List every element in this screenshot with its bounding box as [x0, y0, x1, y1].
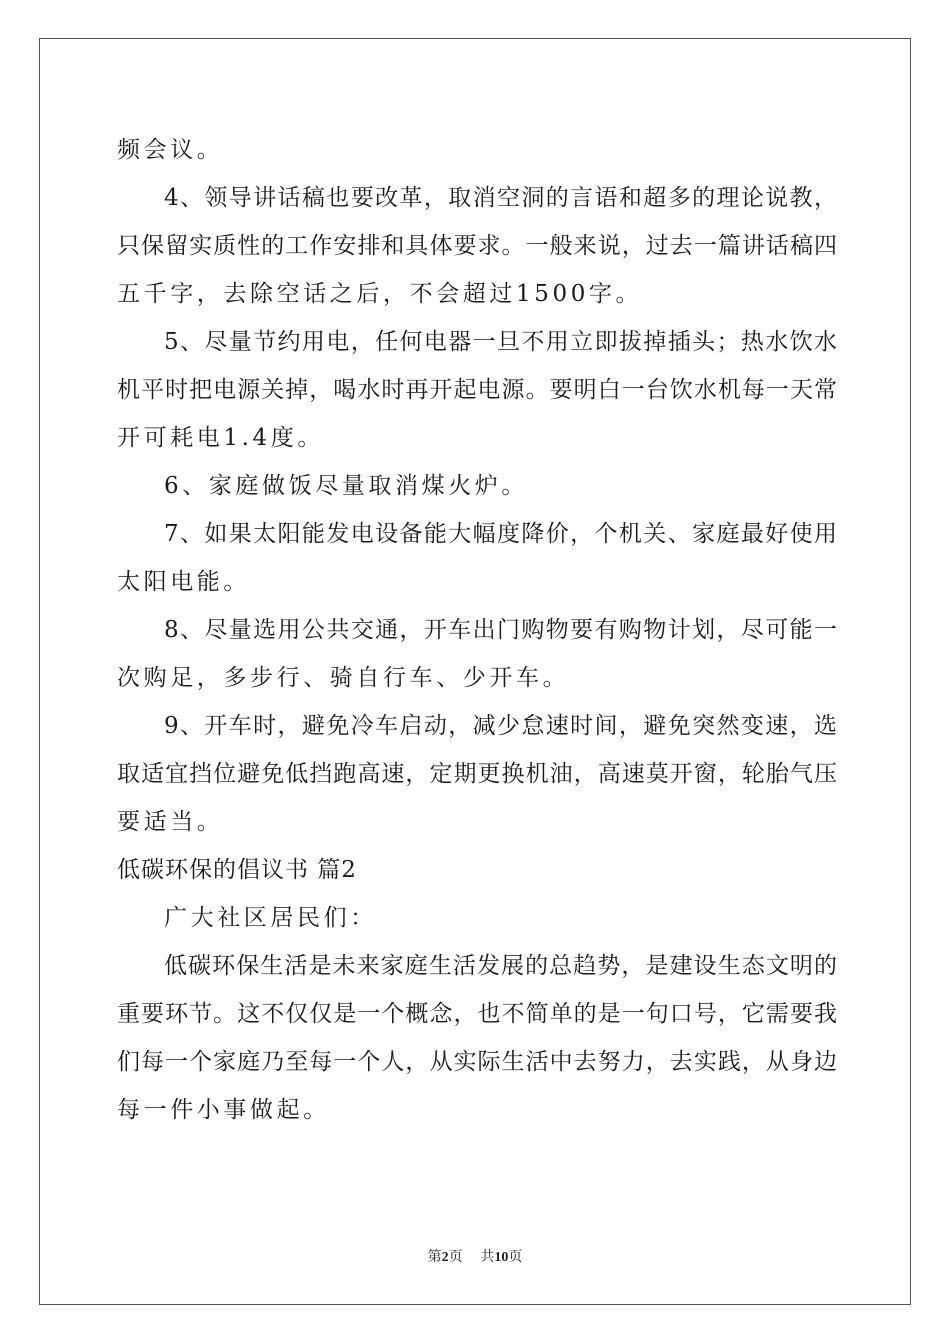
paragraph-line: 次购足，多步行、骑自行车、少开车。 — [117, 665, 570, 691]
paragraph-line: 每一件小事做起。 — [117, 1097, 330, 1123]
section-heading: 低碳环保的倡议书 篇2 — [117, 857, 357, 883]
paragraph-line: 要适当。 — [117, 809, 224, 835]
paragraph-line: 重要环节。这不仅仅是一个概念，也不简单的是一句口号，它需要我 — [117, 1001, 837, 1027]
page-footer — [0, 1246, 950, 1266]
footer-suffix: 页 — [508, 1249, 523, 1265]
salutation: 广大社区居民们： — [164, 905, 377, 931]
paragraph-line: 们每一个家庭乃至每一个人，从实际生活中去努力，去实践，从身边 — [117, 1049, 837, 1075]
paragraph-line: 取适宜挡位避免低挡跑高速，定期更换机油，高速莫开窗，轮胎气压 — [117, 761, 837, 787]
paragraph-line: 5、尽量节约用电，任何电器一旦不用立即拔掉插头；热水饮水 — [164, 329, 837, 355]
document-body — [117, 126, 837, 1134]
paragraph-line: 太阳电能。 — [117, 569, 250, 595]
footer-prefix: 第 — [427, 1249, 442, 1265]
paragraph-line: 6、家庭做饭尽量取消煤火炉。 — [164, 473, 529, 499]
paragraph-line: 9、开车时，避免冷车启动，减少怠速时间，避免突然变速，选 — [164, 713, 837, 739]
paragraph-line: 8、尽量选用公共交通，开车出门购物要有购物计划，尽可能一 — [164, 617, 837, 643]
paragraph-line: 机平时把电源关掉，喝水时再开起电源。要明白一台饮水机每一天常 — [117, 377, 837, 403]
paragraph-line: 低碳环保生活是未来家庭生活发展的总趋势，是建设生态文明的 — [164, 953, 837, 979]
paragraph-line: 4、领导讲话稿也要改革，取消空洞的言语和超多的理论说教， — [164, 185, 837, 211]
paragraph-line: 频会议。 — [117, 137, 224, 163]
footer-middle: 页 共 — [448, 1249, 495, 1265]
paragraph-line: 五千字，去除空话之后，不会超过1500字。 — [117, 281, 643, 307]
current-page-number: 2 — [441, 1250, 449, 1265]
paragraph-line: 7、如果太阳能发电设备能大幅度降价，个机关、家庭最好使用 — [164, 521, 837, 547]
paragraph-line: 只保留实质性的工作安排和具体要求。一般来说，过去一篇讲话稿四 — [117, 233, 837, 259]
total-page-count: 10 — [494, 1250, 509, 1265]
paragraph-line: 开可耗电1.4度。 — [117, 425, 324, 451]
